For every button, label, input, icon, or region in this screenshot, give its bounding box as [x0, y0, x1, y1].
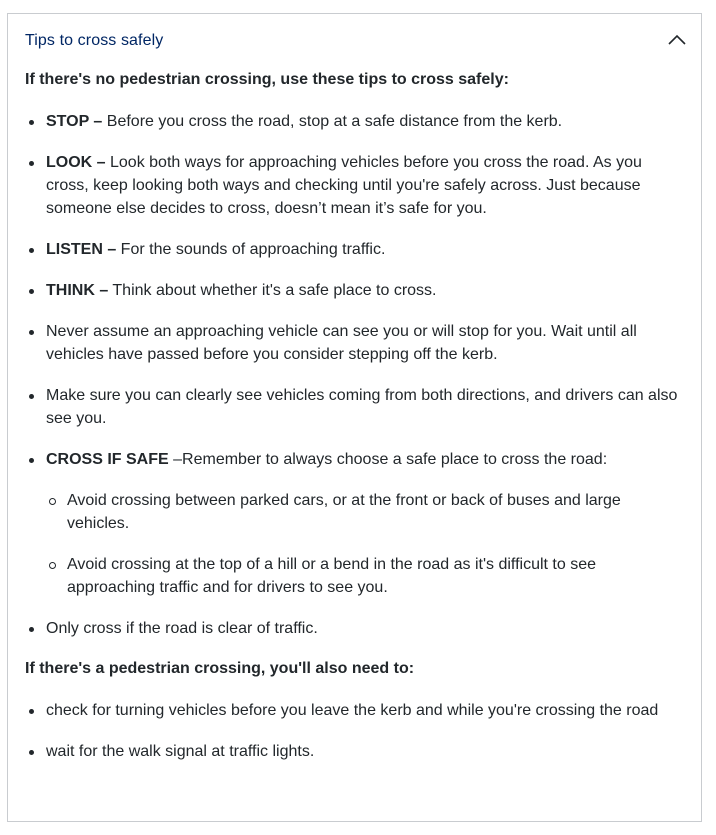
crossing-list: [25, 699, 687, 763]
keyword: LOOK –: [46, 154, 106, 171]
section-lead-pedestrian-crossing: If there's a pedestrian crossing, you'll also need to:: [25, 660, 415, 677]
list-item-only-cross: [25, 617, 687, 640]
list-item-look: [25, 151, 687, 220]
section-lead-no-crossing: If there's no pedestrian crossing, use these tips to cross safely:: [25, 71, 509, 88]
accordion-title[interactable]: Tips to cross safely: [25, 32, 164, 49]
list-item-listen: [25, 238, 687, 261]
item-text: Think about whether it's a safe place to cross.: [108, 282, 437, 299]
keyword: LISTEN –: [46, 241, 117, 258]
accordion-header[interactable]: [8, 14, 701, 68]
item-text: Make sure you can clearly see vehicles coming from both directions, and drivers can also see you.: [46, 387, 678, 427]
list-item-stop: [25, 110, 687, 133]
list-item-walk-signal: wait for the walk signal at traffic lights.: [25, 740, 687, 763]
item-text: –Remember to always choose a safe place to cross the road:: [168, 451, 608, 468]
sub-item-hill-bend: Avoid crossing at the top of a hill or a bend in the road as it's difficult to see approaching traffic and for drivers to see you.: [46, 553, 687, 599]
chevron-up-icon[interactable]: [667, 32, 687, 48]
list-item-never-assume: [25, 320, 687, 366]
item-text: Before you cross the road, stop at a safe distance from the kerb.: [102, 113, 563, 130]
item-text: Look both ways for approaching vehicles before you cross the road. As you cross, keep looking both ways and checking until you're safely across. Just because someone else decides to cross, doesn’t mean it’s safe for you.: [46, 154, 642, 217]
list-item-turning-vehicles: check for turning vehicles before you leave the kerb and while you're crossing the road: [25, 699, 687, 722]
sub-list: [46, 489, 687, 599]
accordion-content: [25, 68, 687, 781]
keyword: STOP –: [46, 113, 103, 130]
sub-item-parked-cars: Avoid crossing between parked cars, or at the front or back of buses and large vehicles.: [46, 489, 687, 535]
keyword: CROSS IF SAFE: [46, 451, 169, 468]
keyword: THINK –: [46, 282, 109, 299]
list-item-cross-if-safe: [25, 448, 687, 599]
item-text: Only cross if the road is clear of traffic.: [46, 620, 318, 637]
accordion-panel: [7, 13, 702, 822]
item-text: Never assume an approaching vehicle can see you or will stop for you. Wait until all vehicles have passed before you consider stepping off the kerb.: [46, 323, 637, 363]
list-item-think: [25, 279, 687, 302]
list-item-see-vehicles: [25, 384, 687, 430]
tips-list: [25, 110, 687, 640]
item-text: For the sounds of approaching traffic.: [116, 241, 386, 258]
